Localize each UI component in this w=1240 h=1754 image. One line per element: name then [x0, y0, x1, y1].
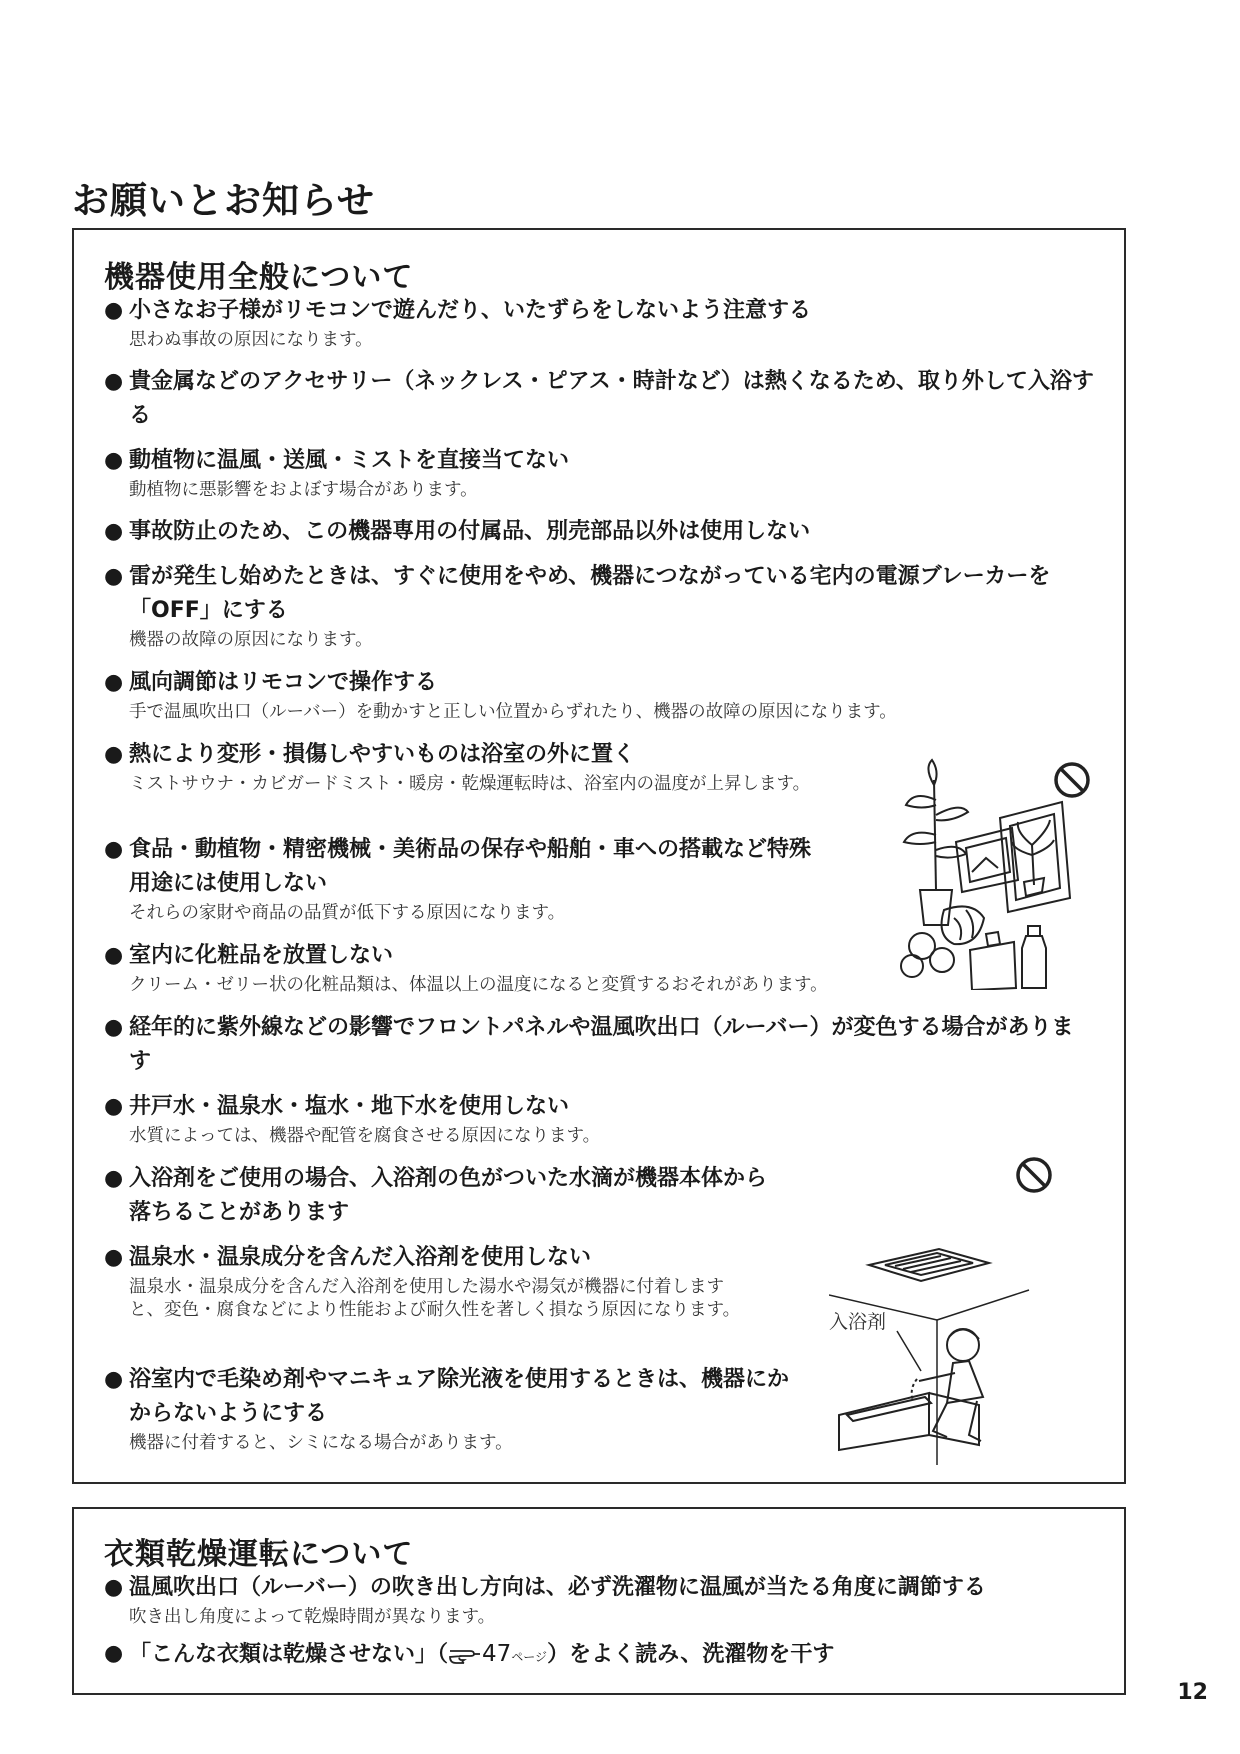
- reference-page-number[interactable]: 47: [482, 1641, 512, 1667]
- list-item: [104, 1571, 1094, 1629]
- section-heading: 衣類乾燥運転について: [104, 1537, 414, 1572]
- list-item: [104, 1363, 824, 1455]
- item-title: ● 貴金属などのアクセサリー（ネックレス・ピアス・時計など）は熱くなるため、取り外して入浴する: [104, 365, 1094, 433]
- list-item: [104, 1241, 824, 1322]
- list-item: [104, 833, 884, 925]
- item-note: 吹き出し角度によって乾燥時間が異なります。: [129, 1607, 496, 1627]
- clothes-drying-section: [72, 1507, 1126, 1695]
- general-usage-section: [72, 228, 1126, 1484]
- item-note: 機器に付着すると、シミになる場合があります。: [129, 1433, 513, 1453]
- stored-items-illustration: [894, 750, 1104, 990]
- item-title: ● 動植物に温風・送風・ミストを直接当てない: [104, 444, 1094, 478]
- item-note: 手で温風吹出口（ルーバー）を動かすと正しい位置からずれたり、機器の故障の原因になります。: [129, 702, 897, 722]
- page-number: 12: [1177, 1680, 1208, 1705]
- item-title: ● 温泉水・温泉成分を含んだ入浴剤を使用しない: [104, 1241, 824, 1275]
- item-note: それらの家財や商品の品質が低下する原因になります。: [129, 903, 566, 923]
- list-item: [104, 365, 1094, 433]
- list-item: [104, 1637, 1094, 1676]
- item-title: ● 小さなお子様がリモコンで遊んだり、いたずらをしないよう注意する: [104, 294, 1094, 328]
- list-item: [104, 1162, 824, 1230]
- item-title: [104, 1637, 1094, 1676]
- list-item: [104, 666, 1094, 724]
- item-note: 温泉水・温泉成分を含んだ入浴剤を使用した湯水や湯気が機器に付着しますと、変色・腐食などにより性能および耐久性を著しく損なう原因になります。: [129, 1277, 741, 1320]
- list-item: [104, 294, 1094, 352]
- list-item: [104, 560, 1094, 652]
- section-heading: 機器使用全般について: [104, 260, 414, 295]
- item-title: ● 経年的に紫外線などの影響でフロントパネルや温風吹出口（ルーバー）が変色する場合があります: [104, 1011, 1094, 1079]
- list-item: [104, 738, 884, 796]
- item-title: ● 浴室内で毛染め剤やマニキュア除光液を使用するときは、機器にかからないようにする: [104, 1363, 789, 1431]
- item-title: ● 風向調節はリモコンで操作する: [104, 666, 1094, 700]
- item-note: ミストサウナ・カビガードミスト・暖房・乾燥運転時は、浴室内の温度が上昇します。: [129, 774, 811, 794]
- list-item: [104, 444, 1094, 502]
- list-item: [104, 1011, 1094, 1079]
- illustration-label: 入浴剤: [829, 1311, 887, 1333]
- item-title: ● 温風吹出口（ルーバー）の吹き出し方向は、必ず洗濯物に温風が当たる角度に調節する: [104, 1571, 1094, 1605]
- list-item: [104, 1090, 1094, 1148]
- bath-additive-illustration: [829, 1145, 1119, 1465]
- item-title-suffix: ）をよく読み、洗濯物を干す: [547, 1642, 835, 1667]
- item-title: ● 室内に化粧品を放置しない: [104, 939, 1094, 973]
- item-note: 思わぬ事故の原因になります。: [129, 330, 373, 350]
- item-title: ● 入浴剤をご使用の場合、入浴剤の色がついた水滴が機器本体から落ちることがあります: [104, 1162, 769, 1230]
- item-note: 機器の故障の原因になります。: [129, 630, 373, 650]
- reference-page-unit: ページ: [511, 1650, 548, 1664]
- item-note: 水質によっては、機器や配管を腐食させる原因になります。: [129, 1126, 601, 1146]
- list-item: [104, 515, 1094, 549]
- item-title: ● 熱により変形・損傷しやすいものは浴室の外に置く: [104, 738, 884, 772]
- item-title: ● 食品・動植物・精密機械・美術品の保存や船舶・車への搭載など特殊用途には使用しない: [104, 833, 829, 901]
- item-note: 動植物に悪影響をおよぼす場合があります。: [129, 480, 478, 500]
- page-title: お願いとお知らせ: [72, 179, 375, 222]
- item-title-prefix: 「こんな衣類は乾燥させない」（: [129, 1642, 449, 1667]
- item-title: ● 雷が発生し始めたときは、すぐに使用をやめ、機器につながっている宅内の電源ブレーカーを「OFF」にする: [104, 560, 1094, 628]
- item-title: ● 井戸水・温泉水・塩水・地下水を使用しない: [104, 1090, 1094, 1124]
- item-note: クリーム・ゼリー状の化粧品類は、体温以上の温度になると変質するおそれがあります。: [129, 975, 828, 995]
- hand-pointer-icon: [448, 1642, 482, 1676]
- item-title: ● 事故防止のため、この機器専用の付属品、別売部品以外は使用しない: [104, 515, 1094, 549]
